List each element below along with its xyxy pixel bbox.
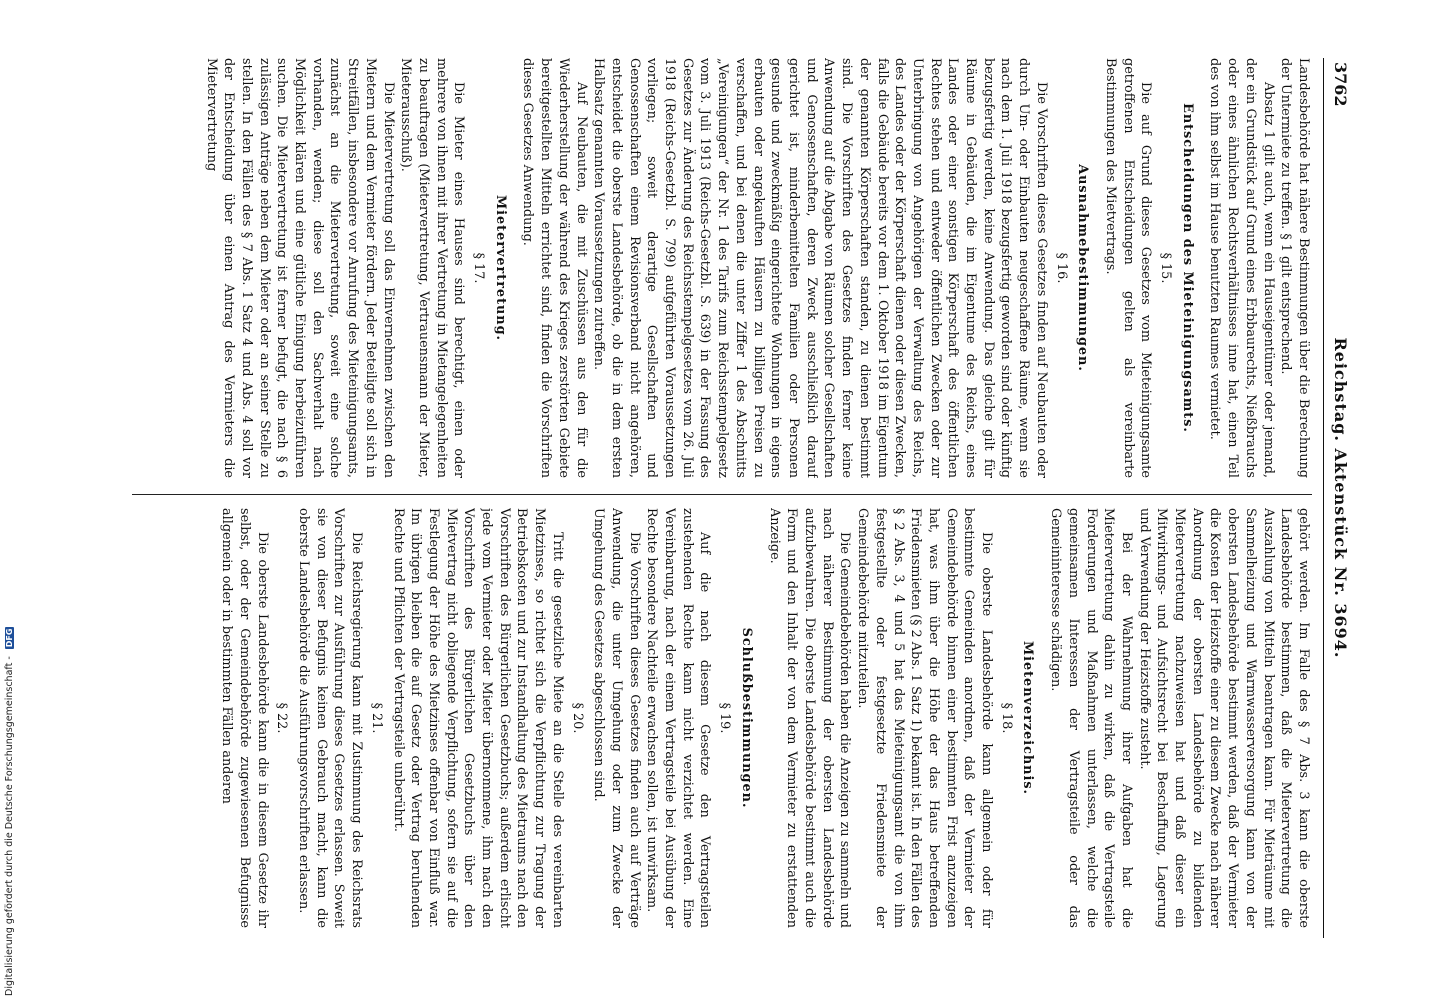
- paragraph: Auf die nach diesem Gesetze den Vertragsteilen zustehenden Rechte kann nicht verzichtet werden. Eine Vereinbarung, nach der einem Vertragsteile bei Ausübung der Rechte besondere Nachteile erwachsen sollen, ist unwirksam.: [644, 508, 713, 928]
- section-number: § 20.: [569, 702, 585, 734]
- column-divider: [132, 494, 1312, 495]
- paragraph: Auf Neubauten, die mit Zuschüssen aus den für die Wiederherstellung der während des Krieges zerstörten Gebiete bereitgestellten Mitteln errichtet sind, finden die Vorschriften dieses Gesetzes Anwendung.: [520, 58, 589, 478]
- section-number: § 16.: [1053, 252, 1069, 284]
- digitization-credit: [4, 627, 15, 996]
- section-heading: Mietervertretung.: [492, 195, 508, 341]
- section-number: § 15.: [1158, 252, 1174, 284]
- paragraph: gehört werden. Im Falle des § 7 Abs. 3 kann die oberste Landesbehörde bestimmen, daß die Mietervertretung die Auszahlung von Mitteln beantragen kann. Für Mieträume mit Sammelheizung und Warmwasserversorgung kann von der obersten Landesbehörde bestimmt werden, daß der Vermieter die Kosten der Heizstoffe einer zu diesem Zwecke nach näherer Anordnung der obersten Landesbehörde zu bildenden Mietervertretung nachzuweisen hat und daß dieser ein Mitwirkungs- und Aufsichtsrecht bei Beschaffung, Lagerung und Verwendung der Heizstoffe zusteht.: [1136, 508, 1311, 928]
- section-heading: Mietenverzeichnis.: [1020, 640, 1036, 796]
- paragraph: Tritt die gesetzliche Miete an die Stelle des vereinbarten Mietzinses, so richtet sich die Verpflichtung zur Tragung der Betriebskosten und zur Instandhaltung des Mietraums nach den Vorschriften des Bürgerlichen Gesetzbuchs; außerdem erlischt jede vom Vermieter oder Mieter übernommene, ihm nach den Vorschriften des Bürgerlichen Gesetzbuchs über den Mietvertrag nicht obliegende Verpflichtung, sofern sie auf die Festlegung der Höhe des Mietzinses offenbar von Einfluß war. Im übrigen bleiben die auf Gesetz oder Vertrag beruhenden Rechte und Pflichten der Vertragsteile unberührt.: [390, 508, 565, 928]
- left-column: [112, 58, 1312, 478]
- section-number: § 18.: [998, 702, 1014, 734]
- section-number: § 22.: [274, 702, 290, 734]
- paragraph: Die oberste Landesbehörde kann die in diesem Gesetze ihr selbst, oder der Gemeindebehörde zugewiesenen Befugnisse allgemein oder in bestimmten Fällen anderen: [219, 508, 270, 928]
- paragraph: Bei der Wahrnehmung ihrer Aufgaben hat die Mietervertretung dahin zu wirken, daß die Vertragsteile Forderungen und Maßnahmen unterlassen, welche die gemeinsamen Interessen der Vertragsteile oder das Gemeininteresse schädigen.: [1048, 508, 1134, 928]
- page-number: 3762: [1331, 62, 1350, 107]
- section-heading: Entscheidungen des Mieteinigungsamts.: [1179, 103, 1195, 433]
- section-number: § 19.: [717, 702, 733, 734]
- right-column: [112, 508, 1312, 928]
- page-title: Reichstag. Aktenstück Nr. 3694.: [1331, 337, 1350, 659]
- credit-text: Digitalisierung gefördert durch die Deutsche Forschungsgemeinschaft -: [4, 656, 15, 996]
- section-number: § 21.: [368, 702, 384, 734]
- paragraph: Die Mieter eines Hauses sind berechtigt, einen oder mehrere von ihnen mit ihrer Vertretung in Mietangelegenheiten zu beauftragen (Mietervertretung, Vertrauensmann der Mieter, Mieterausschuß).: [398, 58, 467, 478]
- dfg-logo: DFG: [5, 628, 14, 648]
- page-header: [1328, 58, 1352, 938]
- paragraph: Die Reichsregierung kann mit Zustimmung des Reichsrats Vorschriften zur Ausführung dieses Gesetzes erlassen. Soweit sie von dieser Befugnis keinen Gebrauch macht, kann die oberste Landesbehörde die Ausführungsvorschriften erlassen.: [296, 508, 365, 928]
- paragraph: Absatz 1 gilt auch, wenn ein Hauseigentümer oder jemand, der ein Grundstück auf Grund eines Erbbaurechts, Nießbrauchs oder eines ähnlichen Rechtsverhältnisses inne hat, einen Teil des von ihm selbst im Hause benutzten Raumes vermietet.: [1207, 58, 1276, 478]
- paragraph: Die Vorschriften dieses Gesetzes finden auch auf Verträge Anwendung, die unter Umgehung oder zum Zwecke der Umgehung des Gesetzes abgeschlossen sind.: [591, 508, 642, 928]
- document-page: [102, 58, 1352, 938]
- paragraph: Die Vorschriften dieses Gesetzes finden auf Neubauten oder durch Um- oder Einbauten neugeschaffene Räume, wenn sie nach dem 1. Juli 1918 bezugsfertig geworden sind oder künftig bezugsfertig werden, keine Anwendung. Das gleiche gilt für Räume in Gebäuden, die im Eigentume des Reichs, eines Landes oder einer sonstigen Körperschaft des öffentlichen Rechtes stehen und entweder öffentlichen Zwecken oder zur Unterbringung von Angehörigen der Verwaltung des Reichs, des Landes oder der Körperschaft dienen oder diesen Zwecken, falls die Gebäude bereits vor dem 1. Oktober 1918 im Eigentum der genannten Körperschaften standen, zu dienen bestimmt sind. Die Vorschriften des Gesetzes finden ferner keine Anwendung auf die Abgabe von Räumen solcher Gesellschaften und Genossenschaften, deren Zweck ausschließlich darauf gerichtet ist, minderbemittelten Familien oder Personen gesunde und zweckmäßig eingerichtete Wohnungen in eigens erbauten oder angekauften Häusern zu billigen Preisen zu verschaffen, und bei denen die unter Ziffer 1 des Abschnitts „Vereinigungen“ der Nr. 1 des Tarifs zum Reichsstempelgesetz vom 3. Juli 1913 (Reichs-Gesetzbl. S. 639) in der Fassung des Gesetzes zur Änderung des Reichsstempelgesetzes vom 26. Juli 1918 (Reichs-Gesetzbl. S. 799) aufgeführten Voraussetzungen vorliegen; soweit derartige Gesellschaften und Genossenschaften einem Revisionsverband nicht angehören, entscheidet die oberste Landesbehörde, ob die in dem ersten Halbsatz genannten Voraussetzungen zutreffen.: [591, 58, 1049, 478]
- section-number: § 17.: [471, 252, 487, 284]
- section-heading: Schlußbestimmungen.: [738, 627, 754, 809]
- header-rule: [1323, 58, 1324, 938]
- paragraph: Die Mietervertretung soll das Einvernehmen zwischen den Mietern und dem Vermieter fördern. Jeder Beteiligte soll sich in Streitfällen, insbesondere vor Anrufung des Mieteinigungsamts, zunächst an die Mietervertretung, soweit eine solche vorhanden, wenden; diese soll den Sachverhalt nach Möglichkeit klären und eine gütliche Einigung herbeizuführen suchen. Die Mietervertretung ist ferner befugt, die nach § 6 zulässigen Anträge neben dem Mieter oder an seiner Stelle zu stellen. In den Fällen des § 7 Abs. 1 Satz 4 und Abs. 4 soll vor der Entscheidung über einen Antrag des Vermieters die Mietervertretung: [203, 58, 396, 478]
- section-heading: Ausnahmebestimmungen.: [1075, 164, 1091, 372]
- paragraph: Landesbehörde hat nähere Bestimmungen über die Berechnung der Untermiete zu treffen. § 1 gilt entsprechend.: [1278, 58, 1311, 478]
- paragraph: Die auf Grund dieses Gesetzes vom Mieteinigungsamte getroffenen Entscheidungen gelten als vereinbarte Bestimmungen des Mietvertrags.: [1102, 58, 1154, 478]
- paragraph: Die Gemeindebehörden haben die Anzeigen zu sammeln und nach näherer Bestimmung der obersten Landesbehörde aufzubewahren. Die oberste Landesbehörde bestimmt auch die Form und den Inhalt der von dem Vermieter zu erstattenden Anzeige.: [766, 508, 853, 928]
- paragraph: Die oberste Landesbehörde kann allgemein oder für bestimmte Gemeinden anordnen, daß der Vermieter der Gemeindebehörde binnen einer bestimmten Frist anzuzeigen hat, was ihm über die Höhe der das Haus betreffenden Friedensmieten (§ 2 Abs. 1 Satz 1) bekannt ist. In den Fällen des § 2 Abs. 3, 4 und 5 hat das Mieteinigungsamt die von ihm festgestellte oder festgesetzte Friedensmiete der Gemeindebehörde mitzuteilen.: [855, 508, 995, 928]
